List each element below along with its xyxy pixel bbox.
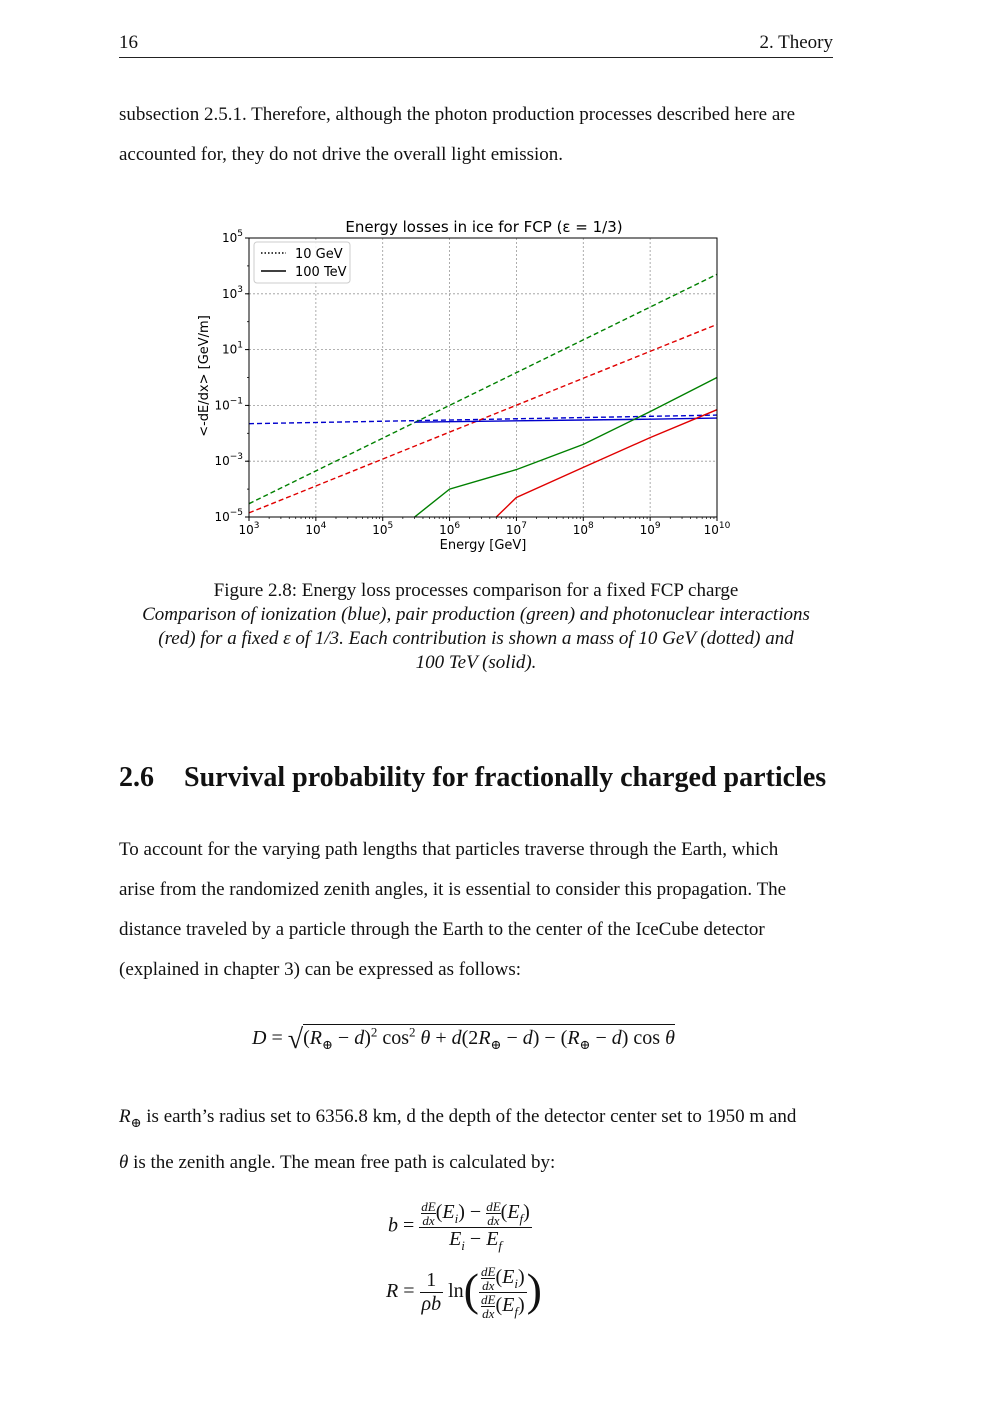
y-tick-label: $10^5$ <box>221 229 243 245</box>
series-line-solid-4 <box>415 378 717 518</box>
x-tick-label: $10^3$ <box>238 521 260 537</box>
definition-line-1: is earth’s radius set to 6356.8 km, d the depth of the detector center set to 1950 m and <box>146 1106 797 1127</box>
y-tick-label: $10^1$ <box>221 340 243 357</box>
section-number: 2.6 <box>119 762 154 793</box>
energy-loss-chart <box>190 212 750 557</box>
x-tick-label: $10^8$ <box>572 521 594 537</box>
r-equation: R = $\frac{1}{\rho b}$ ln( $\frac{dE}{dx}$ $(E_i)$ $\frac{dE}{dx}$ $(E_f)$ ) <box>386 1263 542 1321</box>
definition-paragraph: $R_\oplus$ is earth’s radius set to 6356.8 km, d the depth of the detector center set to 1950 m and θ is the zenith angle. The mean free path is calculated by: <box>119 1106 797 1173</box>
y-tick-label: $10^{-1}$ <box>214 396 243 413</box>
y-axis-label: <-dE/dx> [GeV/m] <box>197 315 212 437</box>
figure-caption-line-1: Comparison of ionization (blue), pair production (green) and photonuclear interactions <box>142 604 810 625</box>
y-tick-label: $10^{-5}$ <box>214 508 243 524</box>
chart-legend <box>254 242 350 283</box>
header-rule <box>119 57 833 58</box>
b-equation: b = $\frac{dE}{dx}$ $(E_i)$ − $\frac{dE}{dx}$ $(E_f)$ $E_i - E_f$ <box>388 1199 530 1254</box>
series-line-solid-5 <box>496 410 717 517</box>
body-line-4: (explained in chapter 3) can be expressed as follows: <box>119 959 522 980</box>
body-line-3: distance traveled by a particle through the Earth to the center of the IceCube detector <box>119 919 765 940</box>
x-axis-label: Energy [GeV] <box>439 538 527 553</box>
section-heading <box>119 762 859 794</box>
figure-caption-title: Figure 2.8: Energy loss processes comparison for a fixed FCP charge <box>213 580 739 601</box>
x-tick-label: $10^{10}$ <box>703 521 731 537</box>
running-header-chapter: 2. Theory <box>759 32 833 53</box>
legend-label-100tev: 100 TeV <box>295 265 347 280</box>
body-paragraph <box>119 830 833 990</box>
body-line-2: arise from the randomized zenith angles, it is essential to consider this propagation. The <box>119 879 787 900</box>
distance-equation: $D = √(R_\oplus - d)^2$ $\cos^2 \theta + d(2R_\oplus - d) - (R_\oplus - d)$ cos θ <box>252 1024 675 1055</box>
x-tick-label: $10^7$ <box>505 521 527 537</box>
x-tick-label: $10^9$ <box>639 521 661 537</box>
x-tick-label: $10^6$ <box>439 521 461 537</box>
legend-label-10gev: 10 GeV <box>295 247 343 262</box>
section-title: Survival probability for fractionally charged particles <box>184 762 827 793</box>
x-axis-ticks <box>238 517 730 537</box>
figure-caption-line-2: (red) for a fixed ε of 1/3. Each contribution is shown a mass of 10 GeV (dotted) and <box>158 628 794 649</box>
chart-title: Energy losses in ice for FCP (ε = 1/3) <box>345 218 623 236</box>
chart-series <box>249 274 717 517</box>
y-axis-ticks <box>214 229 249 524</box>
y-tick-label: $10^3$ <box>221 284 243 301</box>
definition-line-2: is the zenith angle. The mean free path is calculated by: <box>133 1151 556 1173</box>
body-line-1: To account for the varying path lengths that particles traverse through the Earth, which <box>119 839 779 860</box>
intro-line-2: accounted for, they do not drive the overall light emission. <box>119 144 564 165</box>
intro-line-1: subsection 2.5.1. Therefore, although the photon production processes described here are <box>119 104 796 125</box>
figure-caption-line-3: 100 TeV (solid). <box>415 652 537 673</box>
x-tick-label: $10^4$ <box>305 521 327 537</box>
intro-paragraph <box>119 95 833 175</box>
figure-caption <box>119 579 833 675</box>
series-line-dashed-1 <box>249 274 717 503</box>
y-tick-label: $10^{-3}$ <box>214 452 243 469</box>
x-tick-label: $10^5$ <box>372 521 394 537</box>
page-number: 16 <box>119 32 138 53</box>
